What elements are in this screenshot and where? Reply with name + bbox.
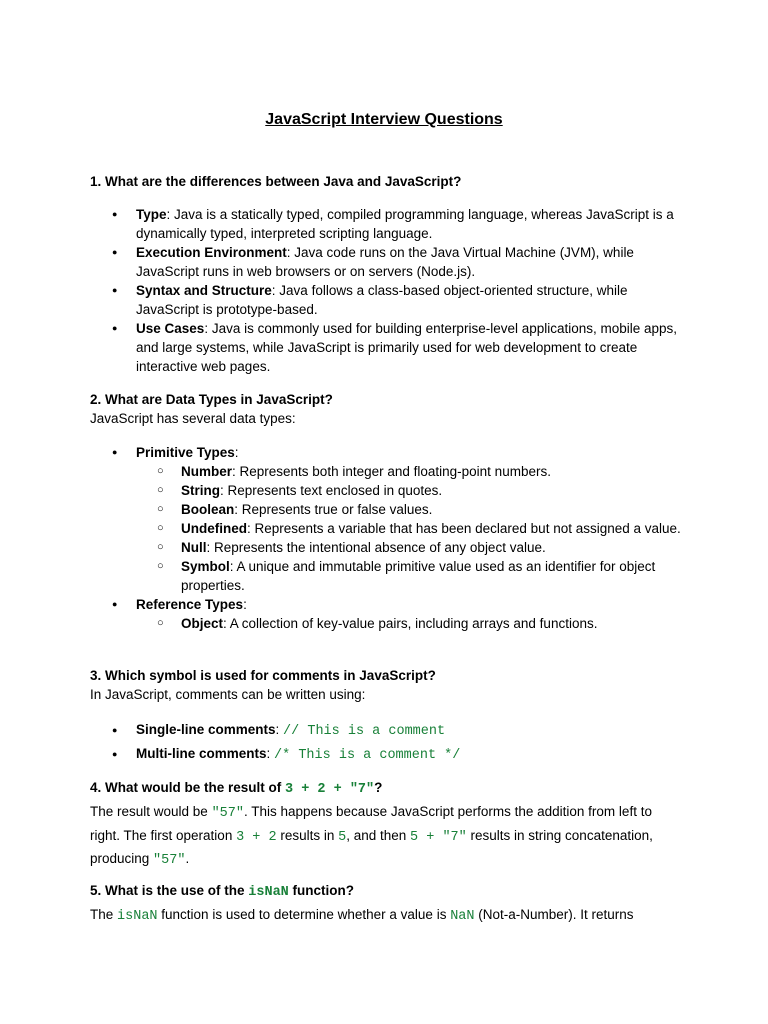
list-item: [90, 719, 690, 743]
sub-list-item: [90, 538, 690, 557]
list-item-text: : Represents the intentional absence of any object value.: [206, 540, 546, 555]
list-item-text: : Java code runs on the Java Virtual Machine (JVM), while JavaScript runs in web browsers or on servers (Node.js).: [136, 245, 634, 279]
list-item-term: Primitive Types: [136, 445, 235, 460]
answer-text: . This happens because JavaScript performs the addition from left to right. The first operation: [90, 804, 652, 843]
list-item-term: Symbol: [181, 559, 230, 574]
list-item-term: Null: [181, 540, 207, 555]
list-item-term: Use Cases: [136, 321, 205, 336]
list-item-text: : Represents true or false values.: [234, 502, 433, 517]
list-item-text: : A collection of key-value pairs, including arrays and functions.: [223, 616, 598, 631]
list-item: [90, 743, 690, 767]
list-item-text: : Represents a variable that has been declared but not assigned a value.: [247, 521, 681, 536]
list-item-text: : A unique and immutable primitive value used as an identifier for object properties.: [181, 559, 656, 593]
question-3-list: [90, 719, 690, 767]
list-item-text: : Represents text enclosed in quotes.: [220, 483, 443, 498]
list-item-text: : Java follows a class-based object-oriented structure, while JavaScript is prototype-based.: [136, 283, 628, 317]
list-item-text: :: [243, 597, 247, 612]
list-item-term: Undefined: [181, 521, 247, 536]
answer-text: function is used to determine whether a value is: [157, 907, 451, 922]
sub-list-item: [90, 481, 690, 500]
sub-list-item: [90, 557, 690, 595]
list-item-term: Number: [181, 464, 233, 479]
list-item-term: Single-line comments: [136, 722, 276, 737]
code-snippet: 3 + 2: [236, 829, 277, 845]
list-item-term: Reference Types: [136, 597, 244, 612]
answer-text: (Not-a-Number). It returns: [474, 907, 634, 922]
list-item-text: :: [275, 722, 284, 737]
question-3-intro: In JavaScript, comments can be written using:: [90, 687, 366, 702]
question-2: [90, 390, 690, 633]
heading-text: 4. What would be the result of: [90, 780, 286, 795]
code-snippet: // This is a comment: [283, 724, 446, 739]
code-snippet: "57": [153, 853, 186, 868]
list-item: [90, 281, 690, 319]
list-item: [90, 319, 690, 376]
answer-text: The: [90, 907, 118, 922]
question-2-list: [90, 443, 690, 633]
question-5-heading: [90, 880, 680, 904]
list-item-term: Multi-line comments: [136, 746, 267, 761]
sub-list-item: [90, 500, 690, 519]
list-item-term: Boolean: [181, 502, 235, 517]
code-snippet: isNaN: [248, 885, 289, 900]
list-item-primitive-types: [90, 443, 690, 462]
answer-text: The result would be: [90, 804, 212, 819]
question-1-heading: 1. What are the differences between Java and JavaScript?: [90, 174, 462, 189]
answer-text: results in: [276, 827, 339, 843]
answer-text: .: [185, 851, 190, 866]
question-3: [90, 666, 690, 767]
list-item-reference-types: [90, 595, 690, 614]
heading-text: ?: [374, 780, 383, 795]
code-snippet: /* This is a comment */: [274, 748, 461, 763]
list-item-term: String: [181, 483, 220, 498]
heading-text: 5. What is the use of the: [90, 883, 249, 898]
code-snippet: "57": [211, 806, 244, 821]
question-4-heading: [90, 777, 680, 801]
list-item-text: : Represents both integer and floating-point numbers.: [232, 464, 551, 479]
code-snippet: 5: [338, 829, 347, 845]
list-item-term: Type: [136, 207, 167, 222]
code-snippet: NaN: [450, 909, 475, 924]
list-item-text: :: [266, 746, 275, 761]
sub-list-item: [90, 462, 690, 481]
question-4-answer: [90, 801, 680, 872]
code-snippet: 5 + "7": [410, 829, 467, 845]
list-item-term: Object: [181, 616, 224, 631]
heading-text: function?: [288, 883, 355, 898]
code-snippet: isNaN: [117, 909, 158, 924]
list-item: [90, 243, 690, 281]
list-item-term: Syntax and Structure: [136, 283, 272, 298]
list-item-text: : Java is a statically typed, compiled programming language, whereas JavaScript is a dynamically typed, interpreted scripting language.: [136, 207, 674, 241]
question-5-answer: [90, 904, 680, 928]
sub-list-item: [90, 519, 690, 538]
answer-text: , and then: [346, 827, 411, 843]
question-1: [90, 172, 690, 376]
question-2-heading: 2. What are Data Types in JavaScript?: [90, 392, 333, 407]
list-item-text: : Java is commonly used for building enterprise-level applications, mobile apps, and large systems, while JavaScript is primarily used for web development to create interactive web pages.: [136, 321, 678, 374]
question-5: [90, 880, 680, 928]
list-item-text: :: [234, 445, 239, 460]
question-4: [90, 777, 680, 872]
question-3-heading: 3. Which symbol is used for comments in JavaScript?: [90, 668, 436, 683]
question-2-intro: JavaScript has several data types:: [90, 411, 296, 426]
list-item: [90, 205, 690, 243]
question-1-list: [90, 205, 690, 376]
list-item-term: Execution Environment: [136, 245, 287, 260]
sub-list-item: [90, 614, 690, 633]
answer-text: results in string concatenation, producing: [90, 827, 653, 866]
code-snippet: 3 + 2 + "7": [285, 782, 375, 797]
document-title: JavaScript Interview Questions: [265, 111, 503, 128]
